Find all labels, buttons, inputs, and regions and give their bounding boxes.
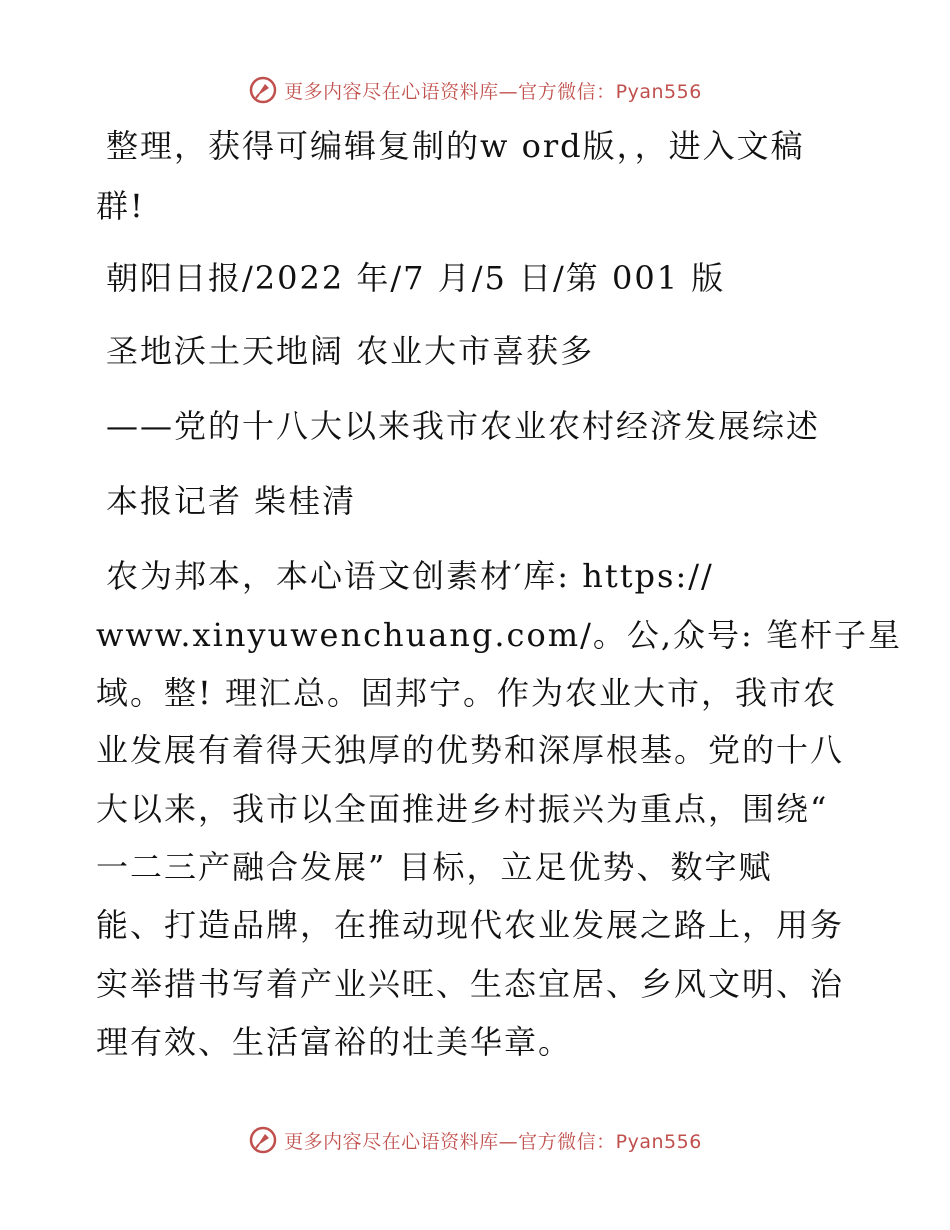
- banner-text: 更多内容尽在心语资料库—官方微信：Pyan556: [284, 1130, 702, 1153]
- text-line: 域。整! 理汇总。固邦宁。作为农业大市，我市农: [96, 674, 838, 712]
- text-line: 朝阳日报/2022 年/7 月/5 日/第 001 版: [106, 259, 726, 297]
- text-line: 大以来，我市以全面推进乡村振兴为重点，围绕“: [96, 790, 829, 828]
- banner-text: 更多内容尽在心语资料库—官方微信：Pyan556: [284, 80, 702, 103]
- text-line: 实举措书写着产业兴旺、生态宜居、乡风文明、治: [96, 965, 845, 1003]
- text-line: 一二三产融合发展” 目标，立足优势、数字赋: [96, 848, 773, 886]
- text-line: 能、打造品牌，在推动现代农业发展之路上，用务: [96, 906, 845, 944]
- text-line: 农为邦本，本心语文创素材′库: https://: [106, 557, 714, 595]
- text-line: 整理，获得可编辑复制的w ord版，，进入文稿: [106, 127, 805, 165]
- pen-nib-circle-icon: [248, 1125, 278, 1155]
- text-line: 理有效、生活富裕的壮美华章。: [96, 1023, 573, 1061]
- text-line: ——党的十八大以来我市农业农村经济发展综述: [106, 407, 821, 445]
- text-line: 圣地沃土天地阔 农业大市喜获多: [106, 332, 595, 370]
- text-line: 本报记者 柴桂清: [106, 482, 357, 520]
- text-line: www.xinyuwenchuang.com/。公,众号: 笔杆子星: [96, 616, 902, 654]
- text-line: 业发展有着得天独厚的优势和深厚根基。党的十八: [96, 731, 845, 769]
- footer-watermark-banner: [0, 1120, 950, 1160]
- text-line: 群!: [96, 187, 145, 225]
